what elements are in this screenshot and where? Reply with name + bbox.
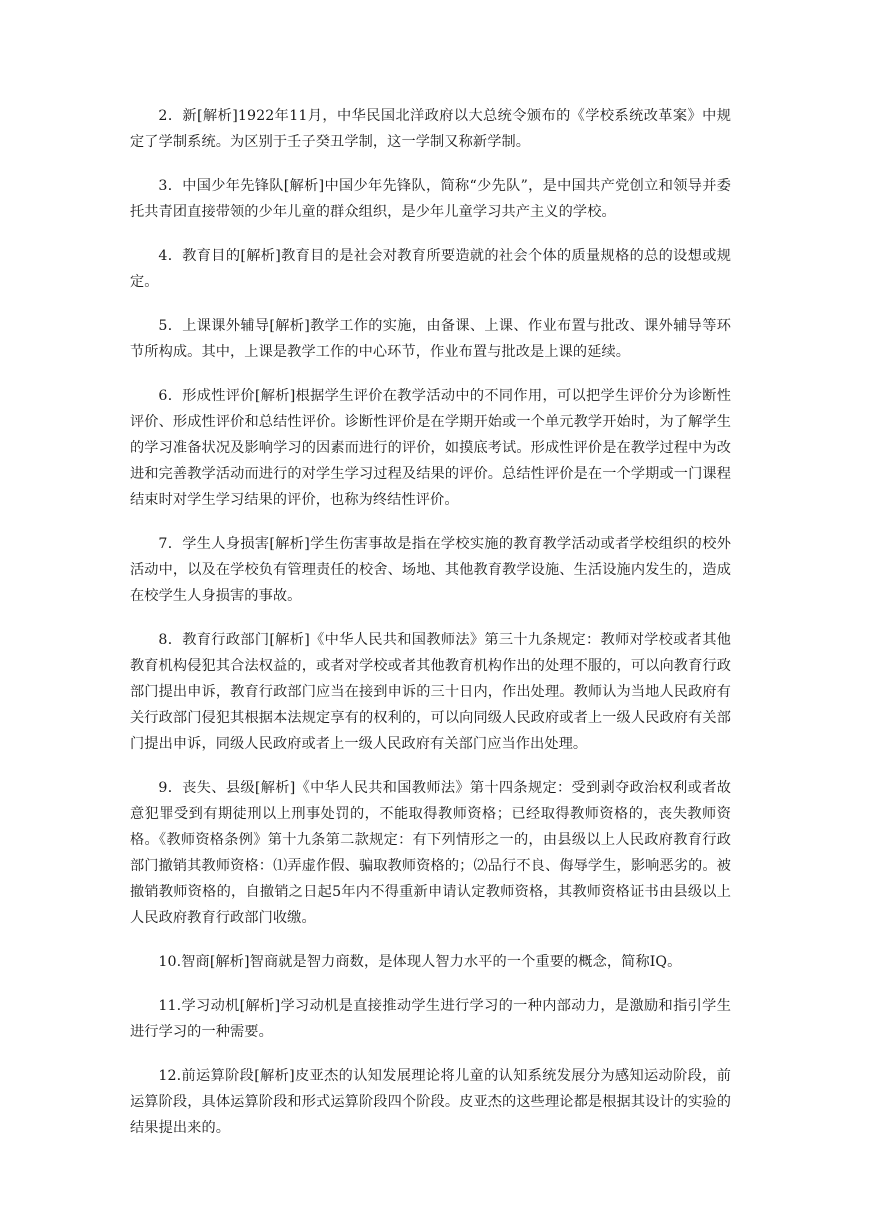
answer-paragraph-2: 2．新[解析]1922年11月，中华民国北洋政府以大总统令颁布的《学校系统改革案》中规定了学制系统。为区别于壬子癸丑学制，这一学制又称新学制。 xyxy=(130,108,731,150)
answer-paragraph-10: 10.智商[解析]智商就是智力商数，是体现人智力水平的一个重要的概念，简称IQ。 xyxy=(158,954,682,970)
answer-paragraph-6: 6．形成性评价[解析]根据学生评价在教学活动中的不同作用，可以把学生评价分为诊断性评价、形成性评价和总结性评价。诊断性评价是在学期开始或一个单元教学开始时，为了解学生的学习准备状况及影响学习的因素而进行的评价，如摸底考试。形成性评价是在教学过程中为改进和完善教学活动而进行的对学生学习过程及结果的评价。总结性评价是在一个学期或一门课程结束时对学生学习结果的评价，也称为终结性评价。 xyxy=(130,388,731,508)
answer-paragraph-11: 11.学习动机[解析]学习动机是直接推动学生进行学习的一种内部动力，是激励和指引学生进行学习的一种需要。 xyxy=(130,998,731,1040)
answer-paragraph-9: 9．丧失、县级[解析]《中华人民共和国教师法》第十四条规定：受到剥夺政治权利或者故意犯罪受到有期徒刑以上刑事处罚的，不能取得教师资格；已经取得教师资格的，丧失教师资格。《教师资格条例》第十九条第二款规定：有下列情形之一的，由县级以上人民政府教育行政部门撤销其教师资格：⑴弄虚作假、骗取教师资格的；⑵品行不良、侮辱学生，影响恶劣的。被撤销教师资格的，自撤销之日起5年内不得重新申请认定教师资格，其教师资格证书由县级以上人民政府教育行政部门收缴。 xyxy=(130,780,731,926)
answer-paragraph-3: 3．中国少年先锋队[解析]中国少年先锋队，简称“少先队”，是中国共产党创立和领导并委托共青团直接带领的少年儿童的群众组织，是少年儿童学习共产主义的学校。 xyxy=(130,178,731,220)
answer-paragraph-12: 12.前运算阶段[解析]皮亚杰的认知发展理论将儿童的认知系统发展分为感知运动阶段，前运算阶段，具体运算阶段和形式运算阶段四个阶段。皮亚杰的这些理论都是根据其设计的实验的结果提出来的。 xyxy=(130,1068,731,1136)
answer-paragraph-7: 7．学生人身损害[解析]学生伤害事故是指在学校实施的教育教学活动或者学校组织的校外活动中，以及在学校负有管理责任的校舍、场地、其他教育教学设施、生活设施内发生的，造成在校学生人身损害的事故。 xyxy=(130,536,731,604)
answer-paragraph-4: 4．教育目的[解析]教育目的是社会对教育所要造就的社会个体的质量规格的总的设想或规定。 xyxy=(130,248,731,290)
answer-paragraph-5: 5．上课课外辅导[解析]教学工作的实施，由备课、上课、作业布置与批改、课外辅导等环节所构成。其中，上课是教学工作的中心环节，作业布置与批改是上课的延续。 xyxy=(130,318,731,360)
answer-paragraph-8: 8．教育行政部门[解析]《中华人民共和国教师法》第三十九条规定：教师对学校或者其他教育机构侵犯其合法权益的，或者对学校或者其他教育机构作出的处理不服的，可以向教育行政部门提出申诉，教育行政部门应当在接到申诉的三十日内，作出处理。教师认为当地人民政府有关行政部门侵犯其根据本法规定享有的权利的，可以向同级人民政府或者上一级人民政府有关部门提出申诉，同级人民政府或者上一级人民政府有关部门应当作出处理。 xyxy=(130,632,731,752)
